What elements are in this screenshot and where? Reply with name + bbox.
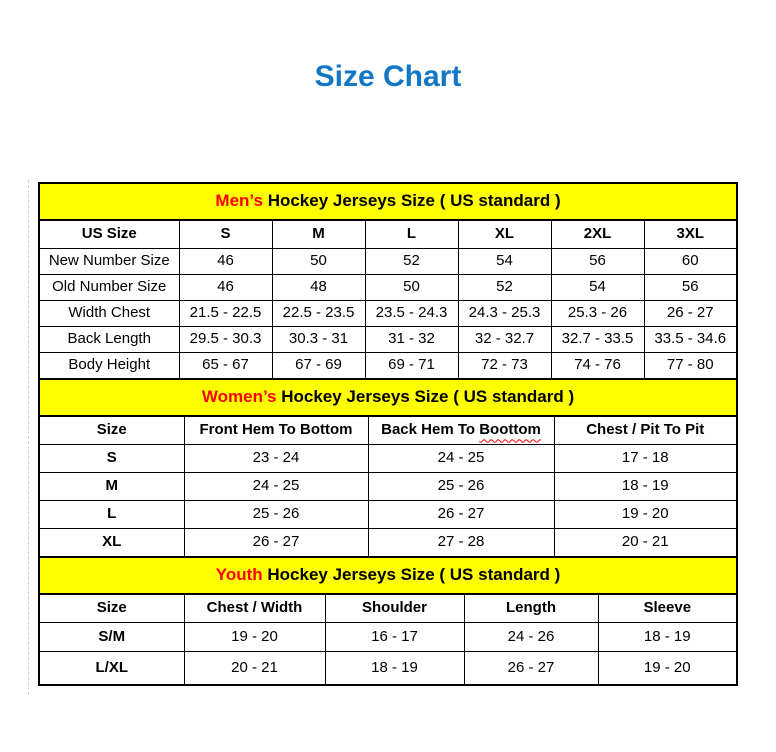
mens-cell: 72 - 73	[458, 353, 551, 380]
mens-cell: 46	[179, 249, 272, 275]
youth-cell: 16 - 17	[325, 623, 464, 652]
youth-row-label: S/M	[39, 623, 184, 652]
mens-cell: 32 - 32.7	[458, 327, 551, 353]
mens-cell: 77 - 80	[644, 353, 737, 380]
womens-row-xl	[39, 529, 737, 558]
youth-section-band	[39, 557, 737, 594]
youth-col-header: Sleeve	[598, 594, 737, 623]
mens-cell: 26 - 27	[644, 301, 737, 327]
womens-row-label: M	[39, 473, 184, 501]
mens-section-highlight: Men’s	[215, 191, 263, 211]
mens-cell: 46	[179, 275, 272, 301]
womens-cell: 20 - 21	[554, 529, 737, 558]
mens-row-back-length	[39, 327, 737, 353]
youth-col-header: Shoulder	[325, 594, 464, 623]
youth-size-table	[38, 556, 738, 686]
mens-cell: 60	[644, 249, 737, 275]
womens-cell: 18 - 19	[554, 473, 737, 501]
mens-cell: 65 - 67	[179, 353, 272, 380]
youth-cell: 26 - 27	[464, 652, 598, 686]
mens-cell: 56	[644, 275, 737, 301]
mens-cell: 23.5 - 24.3	[365, 301, 458, 327]
mens-row-width-chest	[39, 301, 737, 327]
womens-cell: 26 - 27	[368, 501, 554, 529]
womens-row-m	[39, 473, 737, 501]
womens-size-table	[38, 378, 738, 558]
womens-header-row	[39, 416, 737, 445]
mens-cell: 52	[458, 275, 551, 301]
womens-cell: 19 - 20	[554, 501, 737, 529]
mens-cell: 48	[272, 275, 365, 301]
womens-row-l	[39, 501, 737, 529]
mens-size-table	[38, 182, 738, 380]
womens-section-rest: Hockey Jerseys Size ( US standard )	[276, 387, 575, 407]
mens-cell: 24.3 - 25.3	[458, 301, 551, 327]
size-chart-block	[38, 182, 736, 686]
mens-cell: 25.3 - 26	[551, 301, 644, 327]
youth-header-row	[39, 594, 737, 623]
mens-col-header: US Size	[39, 220, 179, 249]
mens-header-row	[39, 220, 737, 249]
mens-cell: 54	[458, 249, 551, 275]
mens-col-header: M	[272, 220, 365, 249]
womens-section-band	[39, 379, 737, 416]
womens-cell: 24 - 25	[368, 445, 554, 473]
youth-row-label: L/XL	[39, 652, 184, 686]
mens-row-label: New Number Size	[39, 249, 179, 275]
womens-cell: 23 - 24	[184, 445, 368, 473]
page-margin-guide	[28, 180, 29, 695]
mens-row-label: Width Chest	[39, 301, 179, 327]
mens-section-title	[39, 183, 737, 220]
womens-cell: 26 - 27	[184, 529, 368, 558]
mens-cell: 50	[365, 275, 458, 301]
mens-col-header: L	[365, 220, 458, 249]
mens-cell: 21.5 - 22.5	[179, 301, 272, 327]
womens-col-header	[368, 416, 554, 445]
womens-cell: 17 - 18	[554, 445, 737, 473]
mens-row-label: Old Number Size	[39, 275, 179, 301]
mens-col-header: 3XL	[644, 220, 737, 249]
mens-cell: 54	[551, 275, 644, 301]
womens-cell: 25 - 26	[368, 473, 554, 501]
youth-row-sm	[39, 623, 737, 652]
youth-cell: 24 - 26	[464, 623, 598, 652]
youth-cell: 19 - 20	[184, 623, 325, 652]
womens-row-label: S	[39, 445, 184, 473]
mens-col-header: XL	[458, 220, 551, 249]
youth-section-title	[39, 557, 737, 594]
youth-cell: 18 - 19	[325, 652, 464, 686]
mens-cell: 29.5 - 30.3	[179, 327, 272, 353]
mens-cell: 30.3 - 31	[272, 327, 365, 353]
mens-cell: 33.5 - 34.6	[644, 327, 737, 353]
mens-cell: 52	[365, 249, 458, 275]
womens-row-s	[39, 445, 737, 473]
womens-col-header: Size	[39, 416, 184, 445]
mens-row-body-height	[39, 353, 737, 380]
mens-section-rest: Hockey Jerseys Size ( US standard )	[262, 191, 561, 211]
womens-row-label: L	[39, 501, 184, 529]
womens-cell: 27 - 28	[368, 529, 554, 558]
mens-col-header: S	[179, 220, 272, 249]
mens-cell: 32.7 - 33.5	[551, 327, 644, 353]
womens-col-header-prefix: Back Hem To	[381, 421, 480, 439]
mens-section-band	[39, 183, 737, 220]
youth-cell: 20 - 21	[184, 652, 325, 686]
mens-cell: 69 - 71	[365, 353, 458, 380]
youth-section-rest: Hockey Jerseys Size ( US standard )	[262, 565, 561, 585]
womens-cell: 25 - 26	[184, 501, 368, 529]
womens-cell: 24 - 25	[184, 473, 368, 501]
mens-col-header: 2XL	[551, 220, 644, 249]
womens-section-title	[39, 379, 737, 416]
mens-cell: 22.5 - 23.5	[272, 301, 365, 327]
youth-col-header: Chest / Width	[184, 594, 325, 623]
mens-row-new-number-size	[39, 249, 737, 275]
womens-row-label: XL	[39, 529, 184, 558]
womens-col-header-misspelled: Boottom	[479, 421, 541, 439]
mens-cell: 50	[272, 249, 365, 275]
mens-cell: 67 - 69	[272, 353, 365, 380]
youth-col-header: Size	[39, 594, 184, 623]
mens-row-label: Body Height	[39, 353, 179, 380]
mens-row-label: Back Length	[39, 327, 179, 353]
youth-row-lxl	[39, 652, 737, 686]
youth-col-header: Length	[464, 594, 598, 623]
womens-col-header: Chest / Pit To Pit	[554, 416, 737, 445]
mens-cell: 31 - 32	[365, 327, 458, 353]
mens-cell: 74 - 76	[551, 353, 644, 380]
mens-cell: 56	[551, 249, 644, 275]
youth-section-highlight: Youth	[215, 565, 263, 585]
page-title: Size Chart	[314, 60, 462, 93]
mens-row-old-number-size	[39, 275, 737, 301]
youth-cell: 18 - 19	[598, 623, 737, 652]
womens-col-header: Front Hem To Bottom	[184, 416, 368, 445]
youth-cell: 19 - 20	[598, 652, 737, 686]
womens-section-highlight: Women’s	[201, 387, 277, 407]
